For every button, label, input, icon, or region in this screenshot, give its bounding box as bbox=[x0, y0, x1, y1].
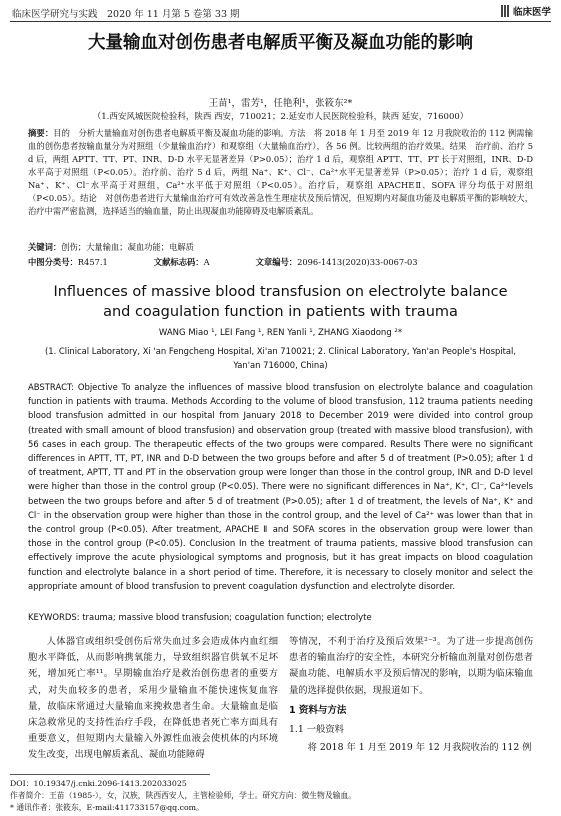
doi: DOI：10.19347/j.cnki.2096-1413.202033025 bbox=[10, 779, 187, 788]
cn-title: 大量输血对创伤患者电解质平衡及凝血功能的影响 bbox=[88, 33, 473, 53]
header-rule bbox=[10, 21, 551, 22]
cn-keywords-text: 创伤；大量输血；凝血功能；电解质 bbox=[61, 242, 194, 252]
corresponding-author: * 通讯作者：张筱东，E-mail:411733157@qq.com。 bbox=[10, 803, 204, 812]
article-no-value: 2096-1413(2020)33-0067-03 bbox=[297, 257, 418, 267]
en-title: Influences of massive blood transfusion on electrolyte balance and coagulation function in patients with trauma bbox=[53, 284, 508, 320]
cn-meta bbox=[28, 256, 533, 268]
cn-abstract-text: 目的 分析大量输血对创伤患者电解质平衡及凝血功能的影响。方法 将 2018 年 1 月至 2019 年 12 月我院收治的 112 例需输血的创伤患者按输血量分为对照组（少量输血治疗）和观察组（大量输血治疗），各 56 例。比较两组的治疗效果。结果 治疗前、治疗 5 d 后，两组 APTT、TT、PT、INR、D-D 水平无显著差异（P>0.05）；治疗 1 d 后，观察组 APTT、TT、PT 长于对照组，INR、D-D 水平高于对照组（P<0.05）。治疗前、治疗 5 d 后，两组 Na⁺、K⁺、Cl⁻、Ca²⁺水平无显著差异（P>0.05）；治疗 1 d 后，观察组 Na⁺、K⁺、Cl⁻水平高于对照组，Ca²⁺水平低于对照组（P<0.05）。治疗后，观察组 APACHEⅡ、SOFA 评分均低于对照组（P<0.05）。结论 对创伤患者进行大量输血治疗可有效改善急性生理症状及预后情况，但短期内对凝血功能及电解质平衡的影响较大，治疗中需严密监测，选择适当的输血量，防止出现凝血功能障碍及电解质紊乱。 bbox=[28, 128, 533, 216]
body-right-paragraph: 等情况，不利于治疗及预后效果²⁻³。为了进一步提高创伤患者的输血治疗的安全性，本研究分析输血剂量对创伤患者凝血功能、电解质水平及预后情况的影响，以期为临床输血量的选择提供依据，现报道如下。 bbox=[289, 636, 533, 696]
en-abstract-label: ABSTRACT: bbox=[28, 382, 75, 392]
footnote-rule bbox=[10, 774, 210, 775]
en-affiliations: (1. Clinical Laboratory, Xi 'an Fengcheng Hospital, Xi'an 710021; 2. Clinical Laboratory, Yan'an People's Hospital, Yan'an 716000, China) bbox=[44, 346, 516, 370]
doc-code-label: 文献标志码： bbox=[153, 257, 204, 267]
author-info: 作者简介：王苗（1985-），女，汉族，陕西西安人，主管检验师，学士。研究方向：微生物及输血。 bbox=[10, 791, 357, 800]
running-head: 临床医学研究与实践 2020 年 11 月第 5 卷第 33 期 bbox=[12, 9, 240, 20]
cn-keywords bbox=[28, 241, 533, 253]
article-no-label: 文章编号： bbox=[255, 257, 298, 267]
clc-value: R457.1 bbox=[77, 257, 108, 267]
en-keywords-label: KEYWORDS: bbox=[28, 612, 80, 622]
body-left-column bbox=[28, 634, 278, 764]
body-right-paragraph-2: 将 2018 年 1 月至 2019 年 12 月我院收治的 112 例 bbox=[307, 742, 532, 754]
cn-affiliations: （1.西安风城医院检验科，陕西 西安，710021；2.延安市人民医院检验科，陕西 延安，716000） bbox=[92, 112, 469, 122]
section-label: 临床医学 bbox=[512, 7, 551, 18]
en-keywords bbox=[28, 612, 533, 622]
en-abstract-text: Objective To analyze the influences of massive blood transfusion on electrolyte balance and coagulation function in patients with trauma. Methods According to the volume of blood transfusion, 112 trauma patients needing blood transfusion admitted in our hospital from January 2018 to December 2019 were divided into control group (treated with small amount of blood transfusion) and observation group (treated with massive blood transfusion), with 56 cases in each group. The therapeutic effects of the two groups were compared. Results There were no significant differences in APTT, TT, PT, INR and D-D between the two groups before and after 5 d of treatment (P>0.05); after 1 d of treatment, APTT, TT and PT in the observation group were longer than those in the control group, INR and D-D level were higher than those in the control group (P<0.05). There were no significant differences in Na⁺, K⁺, Cl⁻, Ca²⁺levels between the two groups before and after 5 d of treatment (P>0.05); after 1 d of treatment, the levels of Na⁺, K⁺ and Cl⁻ in the observation group were higher than those in the control group, and the level of Ca²⁺ was lower than that in the control group (P<0.05). After treatment, APACHE Ⅱ and SOFA scores in the observation group were lower than those in the control group (P<0.05). Conclusion In the treatment of trauma patients, massive blood transfusion can effectively improve the acute physiological symptoms and prognosis, but it has great impacts on blood coagulation function and electrolyte balance in a short period of time. Therefore, it is necessary to closely monitor and select the appropriate amount of blood transfusion to prevent coagulation dysfunction and electrolyte disorder. bbox=[28, 382, 533, 591]
cn-abstract-label: 摘要： bbox=[28, 128, 54, 138]
section-bars-icon bbox=[501, 5, 509, 17]
cn-keywords-label: 关键词： bbox=[28, 242, 62, 252]
section-tag bbox=[501, 4, 551, 18]
body-left-paragraph: 人体器官或组织受创伤后常失血过多会造成体内血红细胞水平降低，从而影响携氧能力，导致组织器官供氧不足坏死，增加死亡率¹¹。早期输血治疗是救治创伤患者的重要方式，对失血较多的患者，采用少量输血不能快速恢复血容量，故临床常通过大量输血来挽救患者生命。大量输血是临床急救常见的支持性治疗手段，在降低患者死亡率方面具有重要意义，但短期内大量输入外源性血液会使机体的内环境发生改变，出现电解质紊乱、凝血功能障碍 bbox=[28, 636, 278, 761]
doc-code-value: A bbox=[203, 257, 210, 267]
en-authors: WANG Miao ¹, LEI Fang ¹, REN Yanli ¹, ZHANG Xiaodong ²* bbox=[158, 328, 403, 338]
subsection-heading: 1.1 一般资料 bbox=[289, 724, 344, 736]
section-heading: 1 资料与方法 bbox=[289, 704, 347, 716]
en-abstract bbox=[28, 380, 533, 593]
cn-authors: 王苗¹，雷芳¹，任艳利¹，张筱东²* bbox=[208, 98, 353, 109]
en-keywords-text: trauma; massive blood transfusion; coagulation function; electrolyte bbox=[82, 612, 372, 622]
cn-abstract bbox=[28, 127, 533, 218]
body-right-column bbox=[289, 634, 533, 756]
clc-label: 中图分类号： bbox=[28, 257, 78, 267]
